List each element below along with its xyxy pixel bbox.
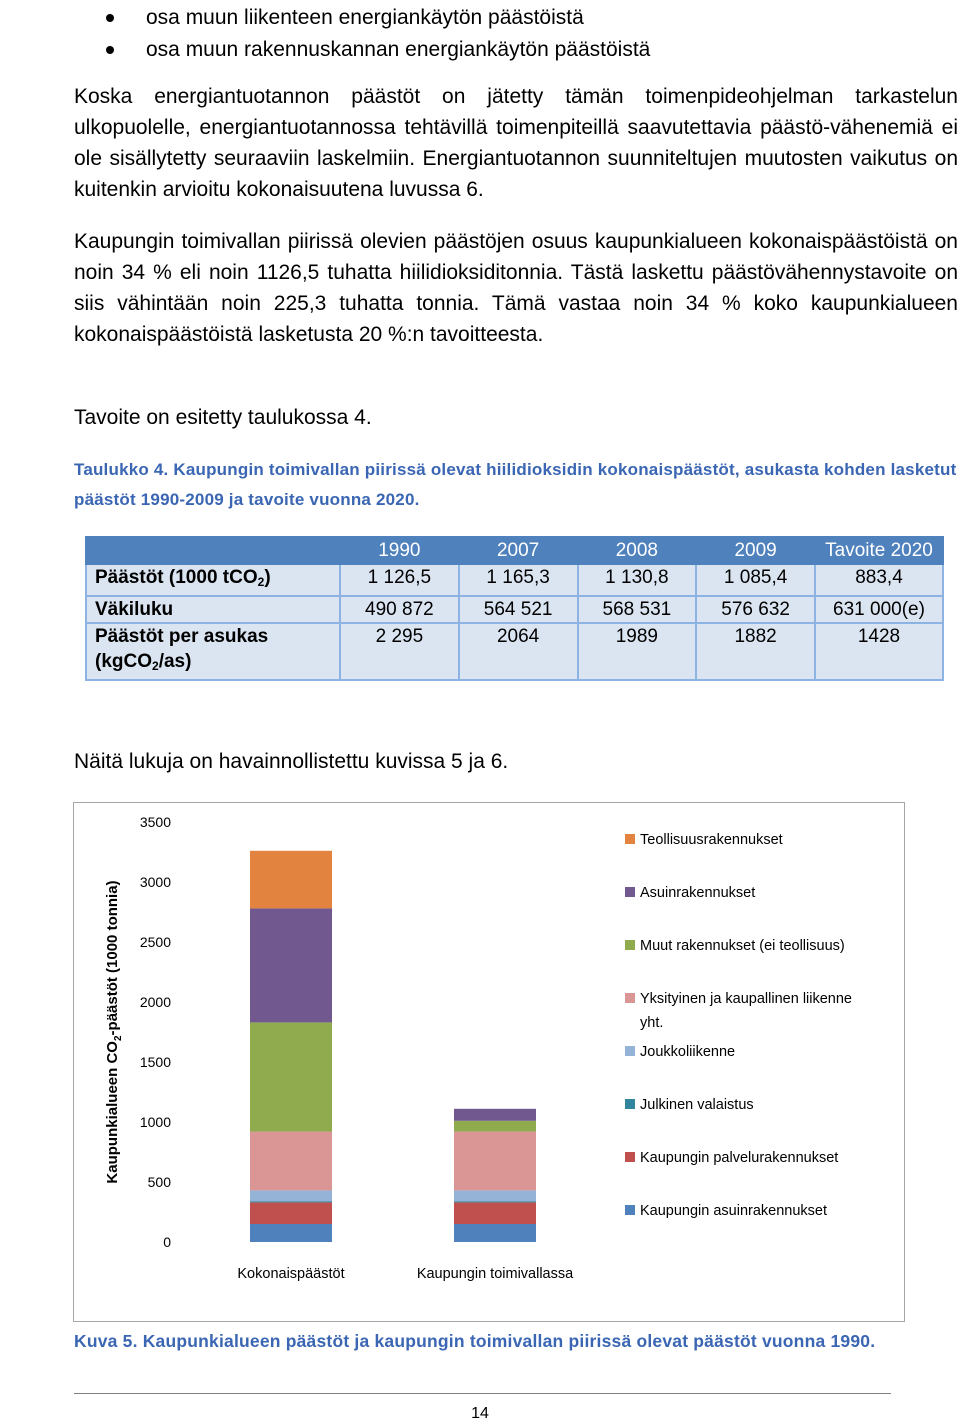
table-header-cell	[86, 537, 340, 564]
table-row-label: Päästöt per asukas (kgCO$_2$/as)	[86, 623, 340, 680]
legend-label: Kaupungin palvelurakennukset	[640, 1150, 839, 1166]
paragraph-emission-share: Kaupungin toimivallan piirissä olevien päästöjen osuus kaupunkialueen kokonaispäästöistä on noin 34 % eli noin 1126,5 tuhatta hiilidioksiditonnia. Tästä laskettu päästövähennystavoite on siis vähintään noin 225,3 tuhatta tonnia. Tämä vastaa noin 34 % koko kaupunkialueen kokonaispäästöistä lasketusta 20 %:n tavoitteesta.	[74, 230, 958, 346]
table-row	[86, 596, 943, 623]
table-cell: 1428	[815, 623, 943, 680]
x-axis-labels	[237, 1266, 574, 1282]
table-row	[86, 623, 943, 680]
bullet-item	[100, 2, 920, 34]
figure-caption: Kuva 5. Kaupunkialueen päästöt ja kaupungin toimivallan piirissä olevat päästöt vuonna 1990.	[74, 1331, 876, 1351]
table-cell: 2064	[459, 623, 578, 680]
legend-swatch	[625, 834, 635, 844]
bar-segment	[250, 1201, 332, 1202]
table-cell: 2 295	[340, 623, 459, 680]
bar-segment	[250, 1022, 332, 1131]
bullet-dot-icon	[106, 46, 114, 54]
table-row-label: Väkiluku	[86, 596, 340, 623]
bullet-text: osa muun rakennuskannan energiankäytön päästöistä	[146, 38, 651, 61]
y-tick-label: 0	[163, 1234, 171, 1250]
y-axis-title-text: Kaupunkialueen $CO_2$-päästöt (1000 tonnia)	[104, 880, 124, 1184]
bar-stacks	[250, 851, 536, 1242]
y-tick-label: 3000	[139, 874, 171, 890]
legend-swatch	[625, 940, 635, 950]
table-header-row	[86, 537, 943, 564]
bullet-list	[100, 2, 920, 66]
table-header-cell: 2008	[578, 537, 697, 564]
legend-label: Julkinen valaistus	[640, 1097, 754, 1113]
table-cell: 564 521	[459, 596, 578, 623]
bar-segment	[454, 1121, 536, 1132]
y-tick-label: 1500	[139, 1054, 171, 1070]
table-cell: 1 165,3	[459, 564, 578, 596]
emissions-table	[85, 536, 944, 681]
paragraph-energy-exclusion: Koska energiantuotannon päästöt on jätetty tämän toimenpideohjelman tarkastelun ulkopuolelle, energiantuotannossa tehtävillä toimenpiteillä saavutettavia päästö-vähenemiä ei ole sisällytetty seuraaviin laskelmiin. Energiantuotannon suunniteltujen muutosten vaikutus on kuitenkin arvioitu kokonaisuutena luvussa 6.	[74, 85, 958, 201]
table-cell: 1 130,8	[578, 564, 697, 596]
table-header-cell: Tavoite 2020	[815, 537, 943, 564]
bar-segment	[250, 908, 332, 1022]
bar-segment	[250, 1190, 332, 1201]
bar-segment	[454, 1190, 536, 1201]
bullet-text: osa muun liikenteen energiankäytön päästöistä	[146, 6, 584, 29]
bar-segment	[454, 1109, 536, 1121]
table-cell: 576 632	[696, 596, 815, 623]
y-tick-label: 2000	[139, 994, 171, 1010]
bar-segment	[250, 851, 332, 909]
emissions-stacked-bar-chart	[74, 803, 906, 1323]
bar-segment	[454, 1224, 536, 1242]
table-caption: Taulukko 4. Kaupungin toimivallan piirissä olevat hiilidioksidin kokonaispäästöt, asukasta kohden lasketut päästöt 1990-2009 ja tavoite vuonna 2020.	[74, 460, 957, 509]
table-cell: 490 872	[340, 596, 459, 623]
bar-segment	[454, 1201, 536, 1202]
y-tick-label: 1000	[139, 1114, 171, 1130]
legend-label: Kaupungin asuinrakennukset	[640, 1203, 828, 1219]
bullet-dot-icon	[106, 14, 114, 22]
table-header-cell: 1990	[340, 537, 459, 564]
chart-legend	[625, 832, 852, 1219]
y-tick-label: 2500	[139, 934, 171, 950]
bar-segment	[250, 1224, 332, 1242]
table-cell: 631 000(e)	[815, 596, 943, 623]
table-cell: 883,4	[815, 564, 943, 596]
legend-label: Yksityinen ja kaupallinen liikenne yht.	[640, 991, 852, 1031]
page-number: 14	[471, 1405, 489, 1422]
paragraph-target-reference: Tavoite on esitetty taulukossa 4.	[74, 406, 372, 429]
bar-segment	[250, 1202, 332, 1224]
table-row-label: Päästöt (1000 tCO$_2$)	[86, 564, 340, 596]
legend-label: Teollisuusrakennukset	[640, 832, 783, 848]
table-header-cell: 2009	[696, 537, 815, 564]
legend-label: Muut rakennukset (ei teollisuus)	[640, 938, 845, 954]
bar-segment	[454, 1202, 536, 1224]
legend-label: Asuinrakennukset	[640, 885, 756, 901]
legend-swatch	[625, 887, 635, 897]
legend-swatch	[625, 993, 635, 1003]
table-header-cell: 2007	[459, 537, 578, 564]
bar-segment	[454, 1132, 536, 1191]
table-cell: 1989	[578, 623, 697, 680]
table-row	[86, 564, 943, 596]
x-category-label: Kaupungin toimivallassa	[416, 1266, 574, 1282]
bullet-item	[100, 34, 920, 66]
legend-label: Joukkoliikenne	[640, 1044, 736, 1060]
table-cell: 1 126,5	[340, 564, 459, 596]
paragraph-figure-reference: Näitä lukuja on havainnollistettu kuvissa 5 ja 6.	[74, 750, 509, 773]
legend-swatch	[625, 1046, 635, 1056]
emissions-chart-frame	[73, 802, 905, 1322]
legend-swatch	[625, 1205, 635, 1215]
footer-divider	[74, 1393, 891, 1394]
table-cell: 1 085,4	[696, 564, 815, 596]
bar-segment	[250, 1132, 332, 1191]
y-axis-ticks	[140, 814, 171, 1250]
y-tick-label: 500	[147, 1174, 171, 1190]
y-tick-label: 3500	[139, 814, 171, 830]
y-axis-title	[104, 880, 124, 1183]
table-cell: 1882	[696, 623, 815, 680]
table-cell: 568 531	[578, 596, 697, 623]
legend-swatch	[625, 1099, 635, 1109]
legend-swatch	[625, 1152, 635, 1162]
x-category-label: Kokonaispäästöt	[237, 1266, 345, 1282]
